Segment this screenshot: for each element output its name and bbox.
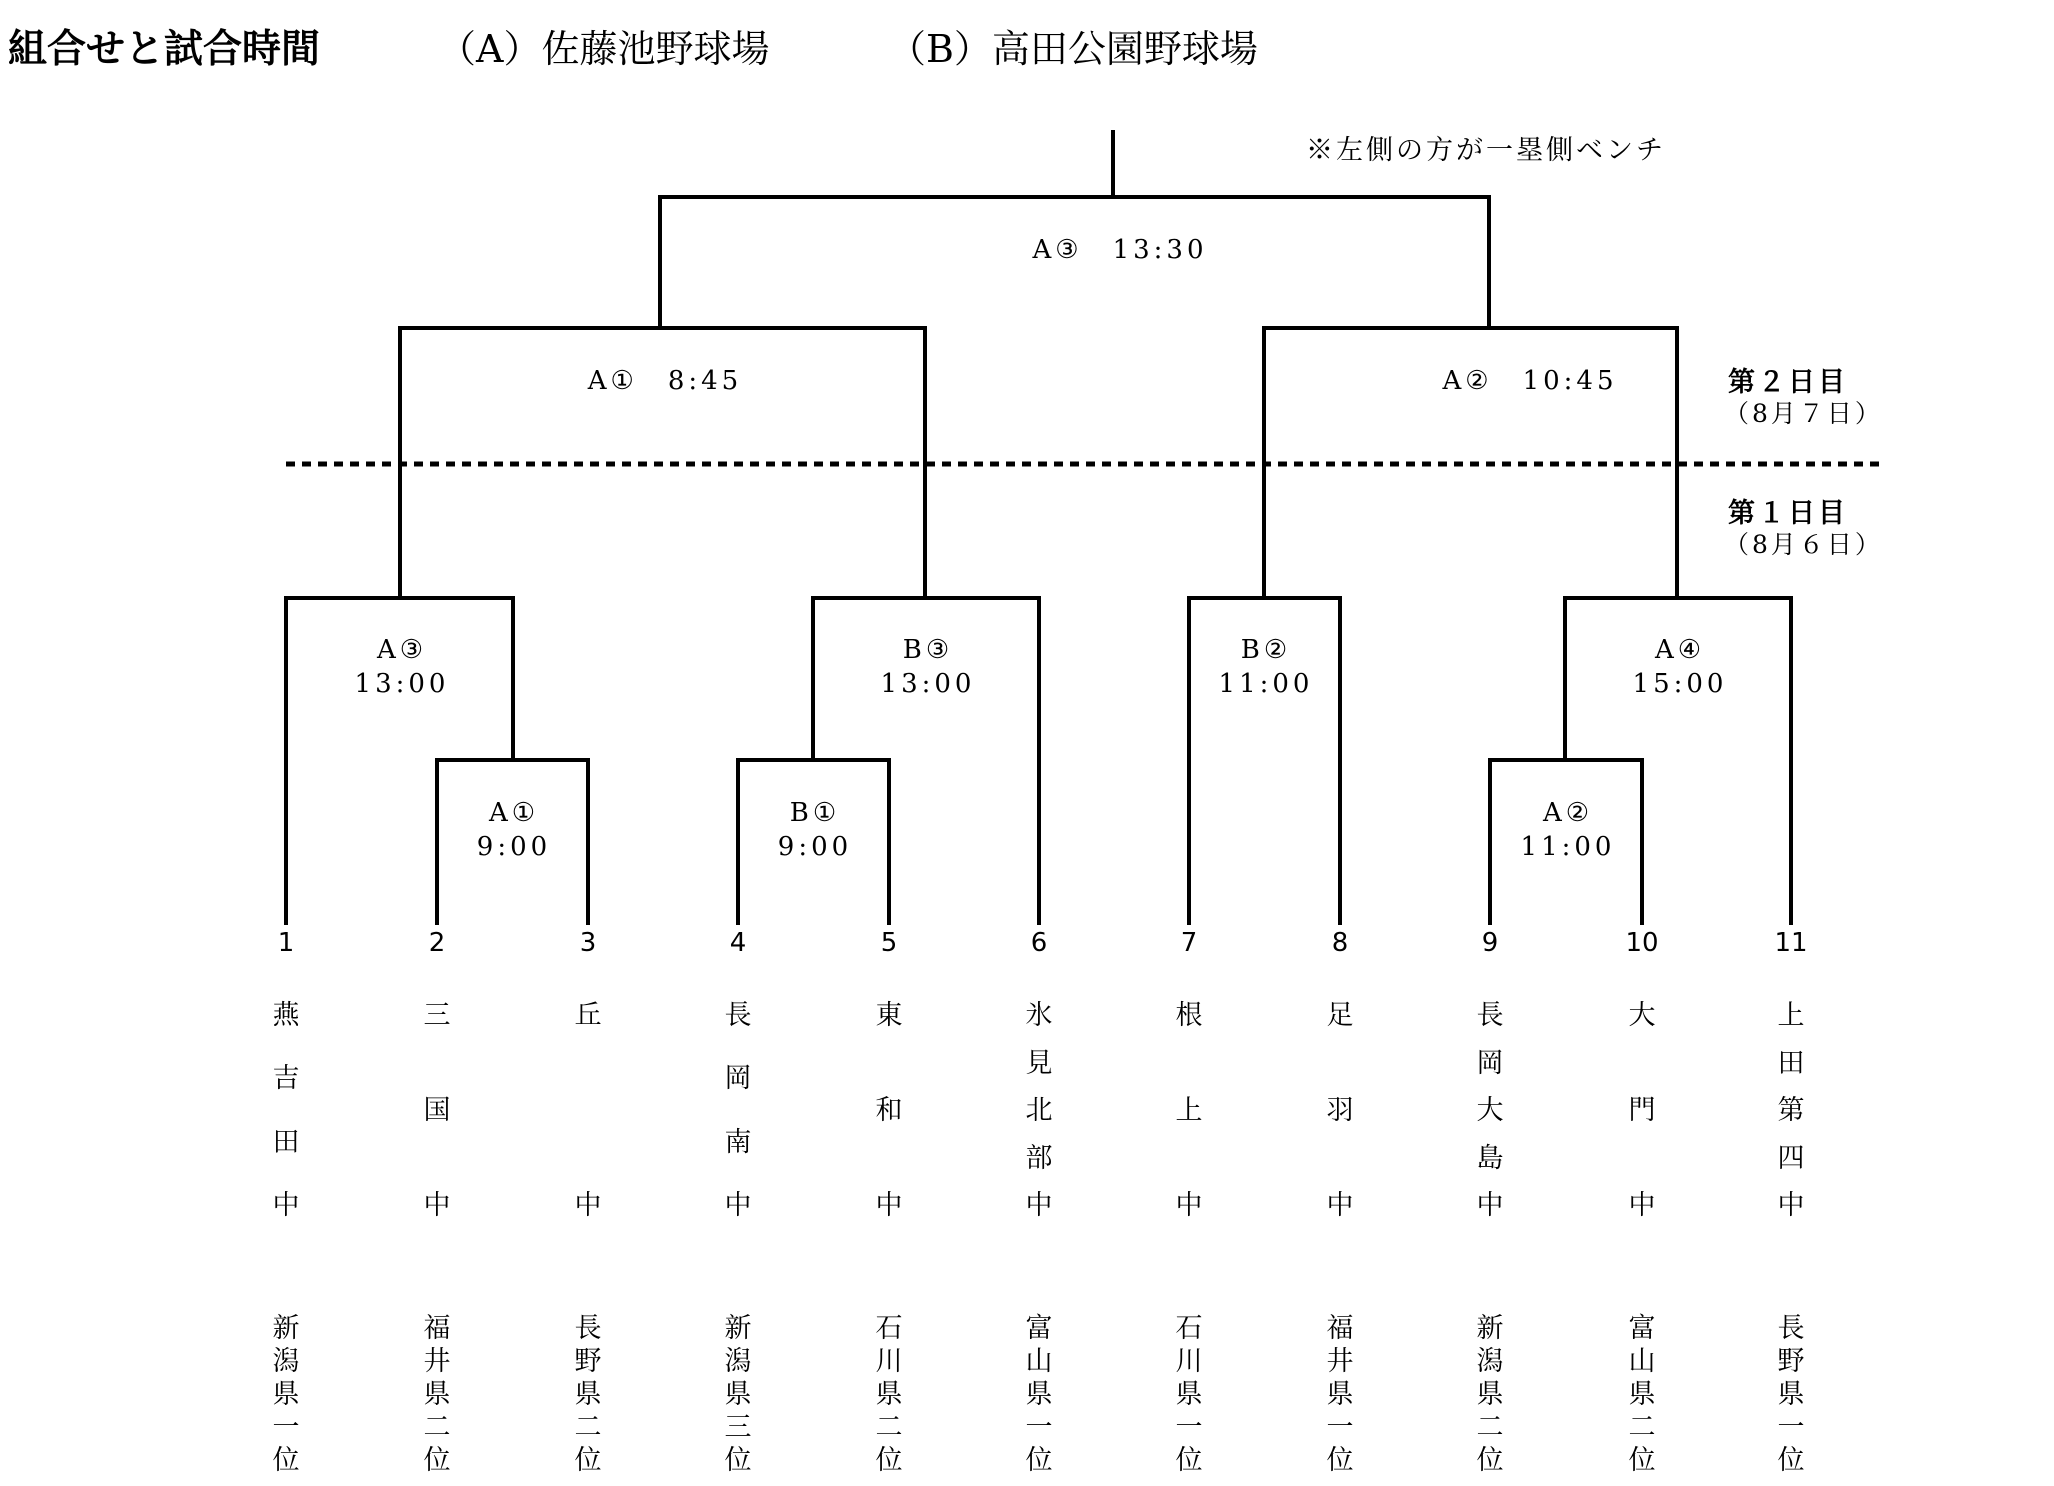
team-rank-char: 一 bbox=[1326, 1412, 1354, 1443]
match-venue: A③ bbox=[376, 635, 428, 665]
team-rank-char: 富 bbox=[1628, 1313, 1656, 1344]
team-name-char: 中 bbox=[1628, 1190, 1656, 1221]
team-rank-char: 一 bbox=[1175, 1412, 1203, 1443]
team-rank-char: 潟 bbox=[1476, 1346, 1504, 1377]
team-name-char: 北 bbox=[1025, 1095, 1053, 1126]
match-time: 11:00 bbox=[1520, 832, 1616, 862]
match-venue: B① bbox=[789, 798, 841, 828]
team-rank-char: 新 bbox=[272, 1313, 300, 1344]
team-rank-char: 山 bbox=[1628, 1346, 1656, 1377]
final-match-label: A③ 13:30 bbox=[1032, 235, 1208, 265]
team-rank-char: 県 bbox=[574, 1379, 602, 1410]
team-rank-char: 富 bbox=[1025, 1313, 1053, 1344]
team-name-char: 根 bbox=[1175, 1000, 1203, 1031]
team-rank-char: 川 bbox=[1175, 1346, 1203, 1377]
match-label bbox=[778, 796, 852, 864]
team-name-char: 田 bbox=[1777, 1047, 1805, 1079]
team-rank-char: 新 bbox=[1476, 1313, 1504, 1344]
team-name-char: 岡 bbox=[724, 1063, 752, 1095]
semifinal-right-match-label: A② 10:45 bbox=[1442, 366, 1618, 396]
semifinal-left-match-label: A① 8:45 bbox=[587, 366, 743, 396]
team-number: 11 bbox=[1774, 928, 1808, 958]
match-time: 9:00 bbox=[777, 832, 853, 862]
team-name-char: 中 bbox=[1326, 1190, 1354, 1221]
team-name-char: 四 bbox=[1777, 1142, 1805, 1174]
team-name-char: 長 bbox=[1476, 1000, 1504, 1031]
team-rank-char: 潟 bbox=[272, 1346, 300, 1377]
day2-label: 第２日目 bbox=[1728, 367, 1848, 398]
page-title: 組合せと試合時間 bbox=[8, 27, 321, 72]
team-name-char: 中 bbox=[574, 1190, 602, 1221]
team-rank-char: 位 bbox=[574, 1445, 602, 1476]
team-name-char: 中 bbox=[1175, 1190, 1203, 1221]
team-number: 8 bbox=[1331, 928, 1349, 958]
team-number: 3 bbox=[579, 928, 597, 958]
team-rank-char: 二 bbox=[1476, 1412, 1504, 1443]
venue-a-label: （A）佐藤池野球場 bbox=[438, 27, 770, 71]
team-name-char: 足 bbox=[1326, 1000, 1354, 1031]
team-rank-char: 一 bbox=[1025, 1412, 1053, 1443]
team-rank-char: 位 bbox=[1476, 1445, 1504, 1476]
team-name-char: 燕 bbox=[272, 1000, 300, 1031]
team-rank-char: 県 bbox=[1777, 1379, 1805, 1410]
team-rank-char: 位 bbox=[423, 1445, 451, 1476]
team-rank-char: 石 bbox=[1175, 1313, 1203, 1344]
team-rank-char: 福 bbox=[423, 1313, 451, 1344]
team-rank-char: 二 bbox=[1628, 1412, 1656, 1443]
team-rank-char: 野 bbox=[574, 1346, 602, 1377]
day2-date: （8月７日） bbox=[1724, 399, 1883, 428]
match-time: 13:00 bbox=[880, 669, 976, 699]
team-rank-char: 県 bbox=[1025, 1379, 1053, 1410]
team-name-char: 中 bbox=[724, 1190, 752, 1221]
team-name-char: 岡 bbox=[1476, 1047, 1504, 1079]
venue-b-label: （B）高田公園野球場 bbox=[888, 27, 1258, 71]
bench-note: ※左側の方が一塁側ベンチ bbox=[1306, 135, 1666, 166]
team-name-char: 上 bbox=[1777, 1000, 1805, 1031]
team-rank-char: 位 bbox=[1326, 1445, 1354, 1476]
team-rank-char: 県 bbox=[875, 1379, 903, 1410]
team-rank-char: 県 bbox=[272, 1379, 300, 1410]
team-rank-char: 潟 bbox=[724, 1346, 752, 1377]
team-rank-char: 野 bbox=[1777, 1346, 1805, 1377]
team-number: 5 bbox=[880, 928, 898, 958]
team-rank-char: 石 bbox=[875, 1313, 903, 1344]
team-name-char: 中 bbox=[1476, 1190, 1504, 1221]
team-name-char: 長 bbox=[724, 1000, 752, 1031]
team-name-char: 丘 bbox=[574, 1000, 602, 1031]
team-rank-char: 位 bbox=[1175, 1445, 1203, 1476]
team-name-char: 大 bbox=[1628, 1000, 1656, 1031]
team-name-char: 氷 bbox=[1025, 1000, 1053, 1031]
team-rank-char: 福 bbox=[1326, 1313, 1354, 1344]
team-rank-char: 長 bbox=[574, 1313, 602, 1344]
team-name-char: 門 bbox=[1628, 1095, 1656, 1126]
team-rank-char: 井 bbox=[1326, 1346, 1354, 1377]
team-rank-char: 三 bbox=[724, 1412, 752, 1443]
match-time: 9:00 bbox=[476, 832, 552, 862]
match-venue: B③ bbox=[902, 635, 954, 665]
team-rank-char: 井 bbox=[423, 1346, 451, 1377]
team-rank-char: 二 bbox=[423, 1412, 451, 1443]
team-name-char: 島 bbox=[1476, 1142, 1504, 1174]
match-label bbox=[1521, 796, 1616, 864]
team-name-char: 東 bbox=[875, 1000, 903, 1031]
match-time: 11:00 bbox=[1218, 669, 1314, 699]
team-number: 1 bbox=[277, 928, 295, 958]
match-label bbox=[1633, 633, 1728, 701]
team-name-char: 上 bbox=[1175, 1095, 1203, 1126]
match-venue: A① bbox=[488, 798, 540, 828]
match-label bbox=[355, 633, 450, 701]
team-rank-char: 二 bbox=[875, 1412, 903, 1443]
team-rank-char: 新 bbox=[724, 1313, 752, 1344]
team-name-char: 中 bbox=[272, 1190, 300, 1221]
match-label bbox=[477, 796, 551, 864]
team-name-char: 中 bbox=[1777, 1190, 1805, 1221]
team-rank-char: 川 bbox=[875, 1346, 903, 1377]
team-name-char: 中 bbox=[875, 1190, 903, 1221]
team-number: 10 bbox=[1625, 928, 1659, 958]
team-number: 7 bbox=[1180, 928, 1198, 958]
team-rank-char: 県 bbox=[1628, 1379, 1656, 1410]
team-name-char: 見 bbox=[1025, 1047, 1053, 1079]
match-venue: A④ bbox=[1654, 635, 1706, 665]
team-number: 2 bbox=[428, 928, 446, 958]
team-name-char: 中 bbox=[1025, 1190, 1053, 1221]
team-number: 6 bbox=[1030, 928, 1048, 958]
team-name-char: 羽 bbox=[1326, 1095, 1354, 1126]
team-name-char: 国 bbox=[423, 1095, 451, 1126]
team-rank-char: 長 bbox=[1777, 1313, 1805, 1344]
team-name-char: 田 bbox=[272, 1126, 300, 1158]
team-rank-char: 一 bbox=[272, 1412, 300, 1443]
team-rank-char: 位 bbox=[875, 1445, 903, 1476]
day1-date: （8月６日） bbox=[1724, 530, 1883, 559]
team-name-char: 三 bbox=[423, 1000, 451, 1031]
team-rank-char: 山 bbox=[1025, 1346, 1053, 1377]
team-rank-char: 位 bbox=[724, 1445, 752, 1476]
team-name-char: 部 bbox=[1025, 1142, 1053, 1174]
team-rank-char: 位 bbox=[1777, 1445, 1805, 1476]
team-rank-char: 県 bbox=[724, 1379, 752, 1410]
team-rank-char: 県 bbox=[1326, 1379, 1354, 1410]
team-name-char: 第 bbox=[1777, 1095, 1805, 1126]
team-name-char: 中 bbox=[423, 1190, 451, 1221]
team-name-char: 大 bbox=[1476, 1095, 1504, 1126]
team-rank-char: 県 bbox=[1476, 1379, 1504, 1410]
team-rank-char: 一 bbox=[1777, 1412, 1805, 1443]
match-time: 15:00 bbox=[1632, 669, 1728, 699]
match-time: 13:00 bbox=[354, 669, 450, 699]
match-label bbox=[881, 633, 976, 701]
team-name-char: 和 bbox=[875, 1095, 903, 1126]
team-rank-char: 位 bbox=[272, 1445, 300, 1476]
team-rank-char: 二 bbox=[574, 1412, 602, 1443]
match-venue: A② bbox=[1542, 798, 1594, 828]
team-rank-char: 県 bbox=[1175, 1379, 1203, 1410]
match-venue: B② bbox=[1240, 635, 1292, 665]
day1-label: 第１日目 bbox=[1728, 498, 1848, 529]
match-label bbox=[1219, 633, 1314, 701]
team-number: 9 bbox=[1481, 928, 1499, 958]
team-name-char: 吉 bbox=[272, 1063, 300, 1095]
team-rank-char: 位 bbox=[1628, 1445, 1656, 1476]
team-name-char: 南 bbox=[724, 1126, 752, 1158]
team-rank-char: 県 bbox=[423, 1379, 451, 1410]
team-number: 4 bbox=[729, 928, 747, 958]
team-rank-char: 位 bbox=[1025, 1445, 1053, 1476]
